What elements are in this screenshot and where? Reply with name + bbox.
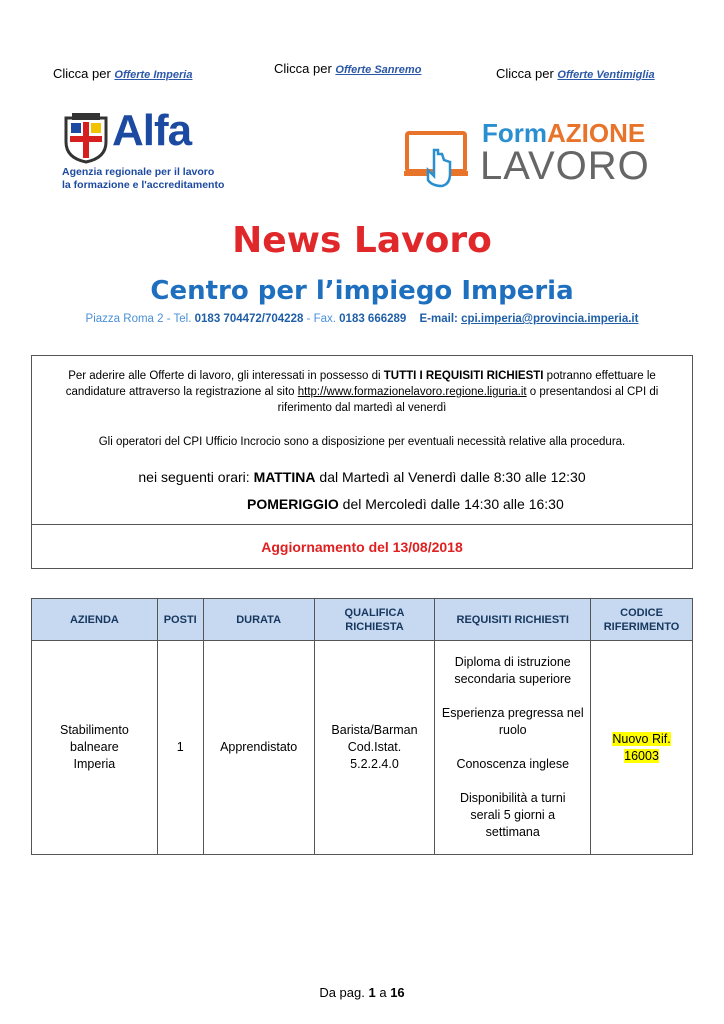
link-offerte-imperia-line: Clicca per Offerte Imperia	[53, 66, 193, 81]
computer-hand-icon	[404, 130, 470, 188]
hours-morning: nei seguenti orari: MATTINA dal Martedì al Venerdì dalle 8:30 alle 12:30	[138, 469, 586, 485]
header-requisiti: REQUISITI RICHIESTI	[435, 599, 591, 641]
header-azienda: AZIENDA	[32, 599, 158, 641]
offerte-ventimiglia-link[interactable]: Offerte Ventimiglia	[557, 69, 655, 81]
codice-line-1: Nuovo Rif.	[612, 731, 671, 746]
liguria-shield-icon	[62, 112, 110, 164]
cell-requisiti: Diploma di istruzione secondaria superiore Esperienza pregressa nel ruolo Conoscenza inglese Disponibilità a turni serali 5 giorni a settimana	[435, 641, 591, 855]
cell-durata: Apprendistato	[203, 641, 314, 855]
cell-codice	[591, 641, 693, 855]
header-codice: CODICE RIFERIMENTO	[591, 599, 693, 641]
update-date: Aggiornamento del 13/08/2018	[261, 539, 463, 555]
email-link[interactable]: cpi.imperia@provincia.imperia.it	[461, 313, 639, 325]
page-title: News Lavoro	[232, 220, 492, 261]
header-durata: DURATA	[203, 599, 314, 641]
header-posti: POSTI	[157, 599, 203, 641]
offerte-sanremo-link[interactable]: Offerte Sanremo	[335, 64, 422, 76]
codice-line-2: 16003	[624, 748, 659, 763]
alfa-logo	[62, 106, 242, 192]
formazione-lavoro-logo	[404, 118, 664, 190]
alfa-logo-line1: Agenzia regionale per il lavoro	[62, 166, 215, 178]
update-box	[31, 524, 693, 569]
contact-line: Piazza Roma 2 - Tel. 0183 704472/704228 - Fax. 0183 666289 E-mail: cpi.imperia@provincia.imperia.it	[85, 313, 639, 325]
job-offers-table	[31, 598, 693, 855]
cell-qualifica: Barista/Barman Cod.Istat. 5.2.2.4.0	[314, 641, 435, 855]
header-qualifica: QUALIFICA RICHIESTA	[314, 599, 435, 641]
table-header-row	[32, 599, 693, 641]
link-offerte-ventimiglia-line: Clicca per Offerte Ventimiglia	[496, 66, 655, 81]
formazione-word: FormAZIONE	[482, 118, 646, 148]
alfa-logo-name: Alfa	[112, 106, 192, 155]
cell-posti: 1	[157, 641, 203, 855]
page-footer: Da pag. 1 a 16	[319, 985, 405, 1000]
link-offerte-sanremo-line: Clicca per Offerte Sanremo	[274, 61, 422, 76]
info-box	[31, 355, 693, 525]
registration-link[interactable]: http://www.formazionelavoro.regione.liguria.it	[297, 386, 527, 398]
cell-azienda: Stabilimento balneare Imperia	[32, 641, 158, 855]
alfa-logo-line2: la formazione e l'accreditamento	[62, 179, 225, 191]
table-row	[32, 641, 693, 855]
info-paragraph-1: Per aderire alle Offerte di lavoro, gli interessati in possesso di TUTTI I REQUISITI RICHIESTI potranno effettuare le candidature attraverso la registrazione al sito http://www.formazionelavoro.regione.liguria.it o presentandosi al CPI di riferimento dal martedì al venerdì	[65, 370, 659, 414]
page-subtitle: Centro per l’impiego Imperia	[150, 276, 574, 306]
info-paragraph-2: Gli operatori del CPI Ufficio Incrocio sono a disposizione per eventuali necessità relative alla procedura.	[98, 436, 626, 448]
lavoro-word: LAVORO	[480, 144, 650, 188]
offerte-imperia-link[interactable]: Offerte Imperia	[114, 69, 193, 81]
hours-afternoon: POMERIGGIO del Mercoledì dalle 14:30 alle 16:30	[247, 496, 564, 512]
